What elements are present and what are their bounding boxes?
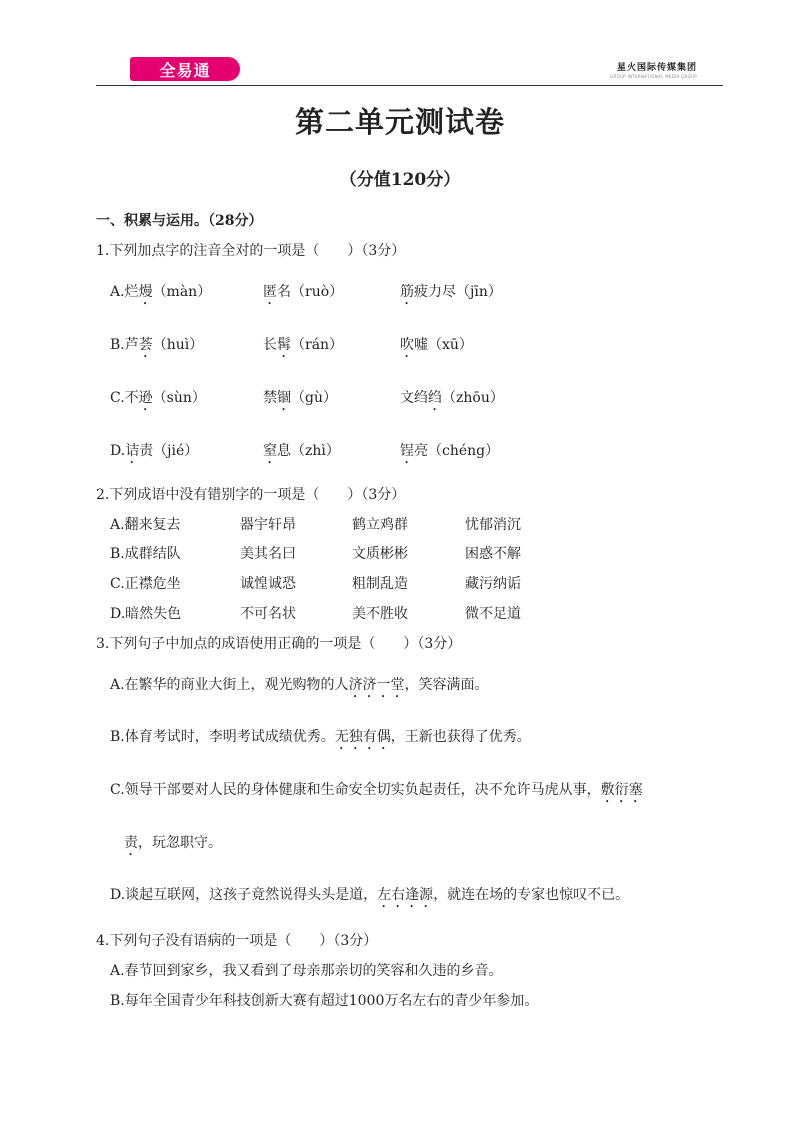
q3-option-d: D.谈起互联网，这孩子竟然说得头头是道，左右逢源，就连在场的专家也惊叹不已。 bbox=[110, 887, 630, 903]
q2-option-d-1: D.暗然失色 bbox=[110, 606, 182, 622]
section-heading: 一、积累与运用。（28分） bbox=[96, 213, 263, 229]
q2-option-c-4: 藏污纳诟 bbox=[465, 576, 521, 592]
q1-option-b2: 长髯（rán） bbox=[263, 337, 344, 353]
company-name-en: GROUP INTERNATIONAL MEDIA GROUP bbox=[610, 74, 697, 79]
q1-option-c3: 文绉绉（zhōu） bbox=[400, 390, 504, 406]
q2-option-d-2: 不可名状 bbox=[240, 606, 296, 622]
score-subtitle: （分值120分） bbox=[339, 170, 461, 190]
q1-option-a1: A.烂熳（màn） bbox=[110, 284, 212, 300]
brand-logo: 全易通 bbox=[130, 57, 240, 81]
q2-option-a-1: A.翻来复去 bbox=[110, 517, 181, 533]
q1-option-c1: C.不逊（sùn） bbox=[110, 390, 206, 406]
q2-option-a-3: 鹤立鸡群 bbox=[352, 517, 408, 533]
q2-option-c-1: C.正襟危坐 bbox=[110, 576, 181, 592]
q1-option-b3: 吹嘘（xū） bbox=[400, 337, 473, 353]
q1-option-b1: B.芦荟（huì） bbox=[110, 337, 204, 353]
company-brand bbox=[610, 60, 697, 79]
q1-option-a2: 匿名（ruò） bbox=[263, 284, 344, 300]
q1-option-c2: 禁锢（gù） bbox=[263, 390, 337, 406]
q4-option-b: B.每年全国青少年科技创新大赛有超过1000万名左右的青少年参加。 bbox=[110, 993, 539, 1009]
q1-option-d2: 窒息（zhì） bbox=[263, 443, 340, 459]
q2-option-c-2: 诚惶诚恐 bbox=[240, 576, 296, 592]
q2-option-d-3: 美不胜收 bbox=[352, 606, 408, 622]
q2-option-d-4: 微不足道 bbox=[465, 606, 521, 622]
q3-option-c: C.领导干部要对人民的身体健康和生命安全切实负起责任，决不允许马虎从事，敷衍塞 bbox=[110, 782, 643, 798]
q2-option-a-4: 忧郁消沉 bbox=[465, 517, 521, 533]
q2-option-b-4: 困惑不解 bbox=[465, 546, 521, 562]
page-title: 第二单元测试卷 bbox=[294, 105, 505, 139]
q1-option-a3: 筋疲力尽（jīn） bbox=[400, 284, 502, 300]
q3-option-c-cont: 责，玩忽职守。 bbox=[124, 835, 222, 851]
question-1-stem: 1.下列加点字的注音全对的一项是（ ）（3分） bbox=[96, 243, 406, 259]
q2-option-b-1: B.成群结队 bbox=[110, 546, 181, 562]
question-4-stem: 4.下列句子没有语病的一项是（ ）（3分） bbox=[96, 933, 378, 949]
q1-option-d1: D.诘责（jié） bbox=[110, 443, 199, 459]
q3-option-b: B.体育考试时，李明考试成绩优秀。无独有偶，王新也获得了优秀。 bbox=[110, 729, 531, 745]
q1-option-d3: 锃亮（chéng） bbox=[400, 443, 500, 459]
q2-option-b-3: 文质彬彬 bbox=[352, 546, 408, 562]
company-name: 星火国际传媒集团 bbox=[616, 63, 697, 73]
q2-option-a-2: 器宇轩昂 bbox=[240, 517, 296, 533]
q4-option-a: A.春节回到家乡，我又看到了母亲那亲切的笑容和久违的乡音。 bbox=[110, 963, 503, 979]
q3-option-a: A.在繁华的商业大街上，观光购物的人济济一堂，笑容满面。 bbox=[110, 677, 489, 693]
question-3-stem: 3.下列句子中加点的成语使用正确的一项是（ ）（3分） bbox=[96, 636, 462, 652]
q2-option-b-2: 美其名曰 bbox=[240, 546, 296, 562]
question-2-stem: 2.下列成语中没有错别字的一项是（ ）（3分） bbox=[96, 487, 406, 503]
q2-option-c-3: 粗制乱造 bbox=[352, 576, 408, 592]
header-divider bbox=[96, 85, 723, 86]
